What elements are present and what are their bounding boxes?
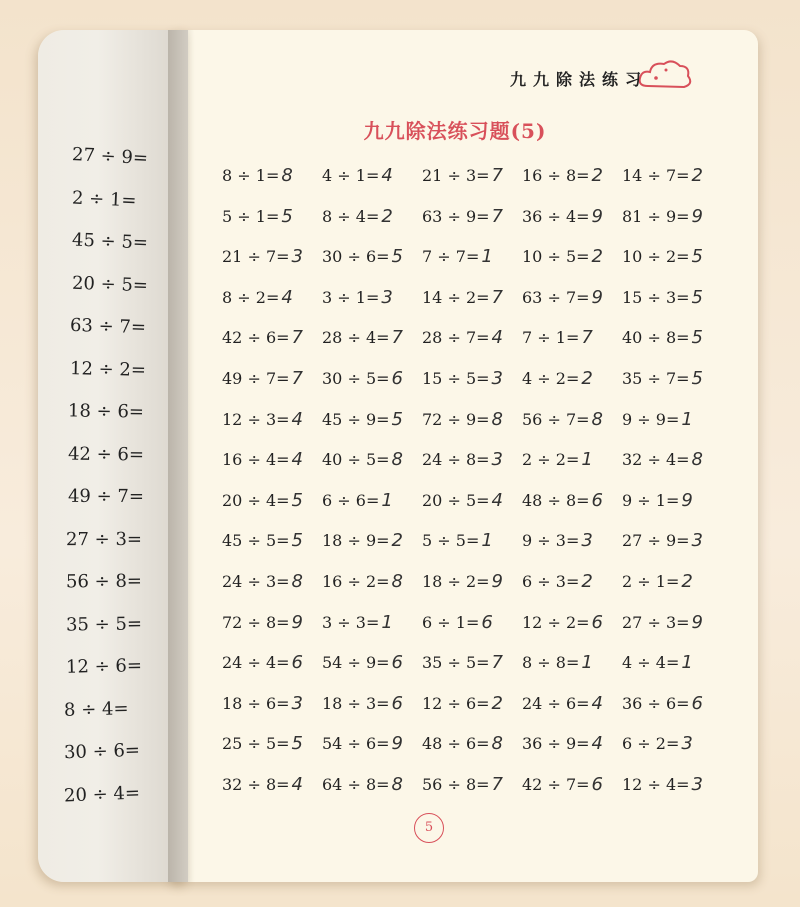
problem-item bbox=[622, 327, 703, 348]
problem-item bbox=[622, 165, 703, 186]
problem-item bbox=[322, 571, 403, 592]
problem-item bbox=[522, 571, 593, 592]
page-title: 九九除法练习题(5) bbox=[363, 119, 547, 143]
handwritten-answer: 2 bbox=[381, 205, 393, 227]
problem-question: 5 ÷ 5= bbox=[422, 531, 480, 551]
problem-item bbox=[222, 327, 303, 348]
problem-item bbox=[422, 327, 503, 348]
problem-item bbox=[522, 652, 593, 673]
problem-question: 36 ÷ 4= bbox=[522, 206, 590, 226]
handwritten-answer: 5 bbox=[291, 733, 303, 755]
problem-question: 4 ÷ 1= bbox=[322, 166, 380, 185]
handwritten-answer: 9 bbox=[291, 611, 303, 633]
problem-question: 8 ÷ 4= bbox=[322, 206, 380, 226]
problem-question: 49 ÷ 7= bbox=[222, 369, 290, 388]
problem-question: 10 ÷ 2= bbox=[622, 247, 690, 267]
problem-item bbox=[622, 652, 693, 673]
problem-question: 6 ÷ 2= bbox=[622, 734, 680, 754]
handwritten-answer: 9 bbox=[691, 205, 703, 227]
problem-item bbox=[322, 652, 403, 673]
problem-item bbox=[222, 409, 303, 430]
left-problem-item: 12 ÷ 2= bbox=[69, 357, 147, 381]
problem-question: 3 ÷ 3= bbox=[322, 612, 380, 632]
problem-item bbox=[222, 449, 303, 470]
handwritten-answer: 5 bbox=[391, 408, 403, 430]
problem-question: 20 ÷ 5= bbox=[422, 490, 490, 510]
problem-question: 24 ÷ 4= bbox=[222, 653, 290, 673]
handwritten-answer: 9 bbox=[491, 571, 503, 592]
handwritten-answer: 4 bbox=[591, 733, 603, 755]
handwritten-answer: 1 bbox=[581, 652, 593, 674]
problem-item bbox=[322, 287, 393, 308]
problem-item bbox=[222, 206, 293, 227]
problem-item bbox=[422, 612, 493, 633]
problem-item bbox=[522, 327, 593, 348]
handwritten-answer: 7 bbox=[491, 205, 503, 227]
problem-question: 14 ÷ 7= bbox=[622, 166, 690, 185]
problem-question: 2 ÷ 1= bbox=[622, 572, 680, 591]
left-problem-item: 63 ÷ 7= bbox=[69, 314, 147, 339]
problem-item bbox=[622, 693, 703, 714]
problem-item bbox=[322, 693, 403, 714]
handwritten-answer: 5 bbox=[691, 246, 703, 268]
problem-question: 32 ÷ 4= bbox=[622, 450, 690, 470]
problem-question: 24 ÷ 6= bbox=[522, 693, 590, 713]
handwritten-answer: 7 bbox=[491, 286, 503, 308]
left-problem-item: 20 ÷ 5= bbox=[71, 272, 149, 296]
problem-question: 36 ÷ 9= bbox=[522, 734, 590, 754]
problem-question: 6 ÷ 3= bbox=[522, 572, 580, 591]
handwritten-answer: 9 bbox=[681, 489, 693, 511]
problem-item bbox=[222, 246, 303, 267]
problem-item bbox=[322, 165, 393, 186]
left-problem-item: 27 ÷ 3= bbox=[65, 528, 142, 550]
handwritten-answer: 4 bbox=[281, 286, 293, 308]
handwritten-answer: 4 bbox=[291, 449, 303, 471]
handwritten-answer: 8 bbox=[291, 571, 303, 592]
problem-question: 72 ÷ 9= bbox=[422, 409, 490, 429]
problem-item bbox=[522, 490, 603, 511]
problem-question: 4 ÷ 4= bbox=[622, 653, 680, 673]
problem-item bbox=[422, 165, 503, 186]
problem-item bbox=[422, 287, 503, 308]
handwritten-answer: 2 bbox=[591, 165, 603, 186]
left-problem-item: 20 ÷ 4= bbox=[63, 782, 141, 806]
problem-question: 35 ÷ 7= bbox=[622, 369, 690, 388]
problem-item bbox=[322, 612, 393, 633]
handwritten-answer: 9 bbox=[591, 286, 603, 308]
handwritten-answer: 1 bbox=[581, 449, 593, 471]
problem-item bbox=[222, 693, 303, 714]
page-number: 5 bbox=[414, 813, 444, 843]
problem-question: 28 ÷ 4= bbox=[322, 328, 390, 348]
problem-question: 35 ÷ 5= bbox=[422, 653, 490, 673]
problem-question: 20 ÷ 4= bbox=[222, 490, 290, 510]
problem-question: 16 ÷ 8= bbox=[522, 166, 590, 185]
problem-item bbox=[522, 693, 603, 714]
problem-question: 24 ÷ 8= bbox=[422, 450, 490, 470]
problem-question: 36 ÷ 6= bbox=[622, 693, 690, 713]
problem-question: 56 ÷ 8= bbox=[422, 775, 490, 794]
handwritten-answer: 8 bbox=[391, 571, 403, 592]
problem-item bbox=[222, 774, 303, 795]
handwritten-answer: 3 bbox=[291, 246, 303, 268]
handwritten-answer: 7 bbox=[491, 774, 503, 795]
problem-item bbox=[622, 490, 693, 511]
problem-question: 40 ÷ 5= bbox=[322, 450, 390, 470]
problem-item bbox=[422, 449, 503, 470]
problem-question: 6 ÷ 1= bbox=[422, 612, 480, 632]
problem-question: 12 ÷ 6= bbox=[422, 693, 490, 713]
handwritten-answer: 3 bbox=[291, 692, 303, 714]
problem-question: 2 ÷ 2= bbox=[522, 450, 580, 470]
problem-question: 12 ÷ 4= bbox=[622, 775, 690, 794]
handwritten-answer: 6 bbox=[591, 489, 603, 511]
handwritten-answer: 5 bbox=[691, 327, 703, 349]
problem-question: 12 ÷ 2= bbox=[522, 612, 590, 632]
handwritten-answer: 6 bbox=[691, 692, 703, 714]
handwritten-answer: 5 bbox=[691, 368, 703, 389]
problem-question: 10 ÷ 5= bbox=[522, 247, 590, 267]
problem-question: 64 ÷ 8= bbox=[322, 775, 390, 794]
problem-item bbox=[522, 774, 603, 795]
handwritten-answer: 3 bbox=[381, 286, 393, 308]
problem-item bbox=[622, 368, 703, 389]
problem-item bbox=[622, 287, 703, 308]
handwritten-answer: 6 bbox=[291, 652, 303, 674]
problem-item bbox=[322, 490, 393, 511]
problem-item bbox=[222, 733, 303, 754]
handwritten-answer: 2 bbox=[491, 692, 503, 714]
handwritten-answer: 8 bbox=[691, 449, 703, 471]
problem-question: 16 ÷ 2= bbox=[322, 572, 390, 591]
problem-item bbox=[322, 246, 403, 267]
problem-item bbox=[422, 206, 503, 227]
handwritten-answer: 6 bbox=[391, 368, 403, 389]
problem-item bbox=[222, 490, 303, 511]
handwritten-answer: 1 bbox=[681, 652, 693, 674]
problem-item bbox=[422, 693, 503, 714]
problem-question: 30 ÷ 5= bbox=[322, 369, 390, 388]
problem-item bbox=[622, 612, 703, 633]
problem-item bbox=[622, 246, 703, 267]
handwritten-answer: 6 bbox=[391, 692, 403, 714]
problem-item bbox=[522, 287, 603, 308]
problem-item bbox=[322, 733, 403, 754]
problem-question: 18 ÷ 2= bbox=[422, 572, 490, 591]
handwritten-answer: 2 bbox=[681, 571, 693, 592]
problem-question: 54 ÷ 9= bbox=[322, 653, 390, 673]
problem-question: 42 ÷ 7= bbox=[522, 775, 590, 794]
handwritten-answer: 8 bbox=[391, 774, 403, 795]
problem-item bbox=[222, 287, 293, 308]
handwritten-answer: 2 bbox=[591, 246, 603, 268]
left-problem-item: 35 ÷ 5= bbox=[65, 612, 143, 636]
problem-item bbox=[422, 530, 493, 551]
problem-question: 32 ÷ 8= bbox=[222, 775, 290, 794]
handwritten-answer: 1 bbox=[381, 489, 393, 511]
handwritten-answer: 2 bbox=[691, 165, 703, 186]
problem-question: 9 ÷ 9= bbox=[622, 409, 680, 429]
left-problem-item: 45 ÷ 5= bbox=[71, 229, 149, 254]
handwritten-answer: 3 bbox=[681, 733, 693, 755]
problem-question: 24 ÷ 3= bbox=[222, 572, 290, 591]
left-problem-item: 42 ÷ 6= bbox=[67, 443, 145, 465]
handwritten-answer: 7 bbox=[291, 368, 303, 389]
problem-question: 27 ÷ 3= bbox=[622, 612, 690, 632]
left-problem-item: 8 ÷ 4= bbox=[63, 697, 129, 721]
handwritten-answer: 5 bbox=[391, 246, 403, 268]
problem-question: 15 ÷ 3= bbox=[622, 287, 690, 307]
handwritten-answer: 9 bbox=[691, 611, 703, 633]
left-problem-item: 27 ÷ 9= bbox=[71, 144, 149, 169]
handwritten-answer: 5 bbox=[291, 489, 303, 511]
problem-question: 54 ÷ 6= bbox=[322, 734, 390, 754]
handwritten-answer: 4 bbox=[291, 774, 303, 795]
handwritten-answer: 8 bbox=[491, 733, 503, 755]
handwritten-answer: 1 bbox=[681, 408, 693, 430]
left-problem-item: 2 ÷ 1= bbox=[71, 187, 137, 211]
problem-item bbox=[422, 774, 503, 795]
problem-question: 81 ÷ 9= bbox=[622, 206, 690, 226]
handwritten-answer: 3 bbox=[491, 449, 503, 471]
problem-question: 3 ÷ 1= bbox=[322, 287, 380, 307]
problem-item bbox=[622, 733, 693, 754]
problem-item bbox=[322, 368, 403, 389]
problem-question: 18 ÷ 9= bbox=[322, 531, 390, 551]
problem-question: 14 ÷ 2= bbox=[422, 287, 490, 307]
left-problem-item: 56 ÷ 8= bbox=[65, 570, 143, 593]
problem-item bbox=[222, 530, 303, 551]
problem-item bbox=[422, 368, 503, 389]
handwritten-answer: 8 bbox=[591, 408, 603, 430]
handwritten-answer: 2 bbox=[581, 571, 593, 592]
book-spine-shadow bbox=[168, 30, 194, 882]
handwritten-answer: 8 bbox=[281, 165, 293, 186]
problem-question: 56 ÷ 7= bbox=[522, 409, 590, 429]
problem-question: 8 ÷ 8= bbox=[522, 653, 580, 673]
problem-item bbox=[622, 449, 703, 470]
handwritten-answer: 7 bbox=[291, 327, 303, 349]
handwritten-answer: 3 bbox=[691, 530, 703, 552]
problem-question: 16 ÷ 4= bbox=[222, 450, 290, 470]
handwritten-answer: 4 bbox=[491, 327, 503, 349]
problem-question: 45 ÷ 5= bbox=[222, 531, 290, 551]
handwritten-answer: 1 bbox=[481, 530, 493, 552]
left-problem-item: 18 ÷ 6= bbox=[67, 400, 145, 423]
handwritten-answer: 6 bbox=[481, 611, 493, 633]
problem-question: 30 ÷ 6= bbox=[322, 247, 390, 267]
problem-question: 6 ÷ 6= bbox=[322, 490, 380, 510]
left-problem-item: 30 ÷ 6= bbox=[63, 739, 141, 764]
problem-question: 4 ÷ 2= bbox=[522, 369, 580, 388]
problem-item bbox=[522, 409, 603, 430]
handwritten-answer: 7 bbox=[491, 652, 503, 674]
problem-question: 45 ÷ 9= bbox=[322, 409, 390, 429]
handwritten-answer: 3 bbox=[581, 530, 593, 552]
problem-item bbox=[322, 774, 403, 795]
problem-question: 9 ÷ 3= bbox=[522, 531, 580, 551]
problem-question: 25 ÷ 5= bbox=[222, 734, 290, 754]
handwritten-answer: 4 bbox=[381, 165, 393, 186]
handwritten-answer: 2 bbox=[391, 530, 403, 552]
problem-item bbox=[322, 206, 393, 227]
problem-item bbox=[322, 530, 403, 551]
problem-question: 8 ÷ 2= bbox=[222, 287, 280, 307]
handwritten-answer: 5 bbox=[691, 286, 703, 308]
problem-question: 48 ÷ 6= bbox=[422, 734, 490, 754]
handwritten-answer: 6 bbox=[391, 652, 403, 674]
handwritten-answer: 4 bbox=[491, 489, 503, 511]
handwritten-answer: 4 bbox=[291, 408, 303, 430]
problem-item bbox=[422, 652, 503, 673]
handwritten-answer: 3 bbox=[491, 368, 503, 389]
problem-question: 7 ÷ 7= bbox=[422, 247, 480, 267]
handwritten-answer: 7 bbox=[391, 327, 403, 349]
problem-question: 42 ÷ 6= bbox=[222, 328, 290, 348]
handwritten-answer: 5 bbox=[281, 205, 293, 227]
problem-item bbox=[422, 733, 503, 754]
problem-item bbox=[622, 409, 693, 430]
problem-question: 72 ÷ 8= bbox=[222, 612, 290, 632]
handwritten-answer: 4 bbox=[591, 692, 603, 714]
problem-item bbox=[622, 774, 703, 795]
problem-item bbox=[622, 530, 703, 551]
problem-item bbox=[222, 571, 303, 592]
problem-item bbox=[222, 368, 303, 389]
handwritten-answer: 2 bbox=[581, 368, 593, 389]
handwritten-answer: 1 bbox=[481, 246, 493, 268]
left-problem-item: 49 ÷ 7= bbox=[67, 485, 145, 508]
problem-item bbox=[622, 206, 703, 227]
problem-question: 9 ÷ 1= bbox=[622, 490, 680, 510]
problem-item bbox=[522, 733, 603, 754]
problem-item bbox=[522, 530, 593, 551]
handwritten-answer: 1 bbox=[381, 611, 393, 633]
problem-item bbox=[522, 612, 603, 633]
problem-question: 12 ÷ 3= bbox=[222, 409, 290, 429]
problem-item bbox=[422, 246, 493, 267]
problem-question: 7 ÷ 1= bbox=[522, 328, 580, 348]
handwritten-answer: 6 bbox=[591, 611, 603, 633]
problem-item bbox=[322, 449, 403, 470]
problem-item bbox=[322, 409, 403, 430]
problem-question: 27 ÷ 9= bbox=[622, 531, 690, 551]
problem-question: 5 ÷ 1= bbox=[222, 206, 280, 226]
problem-item bbox=[522, 246, 603, 267]
problem-question: 63 ÷ 9= bbox=[422, 206, 490, 226]
problem-question: 28 ÷ 7= bbox=[422, 328, 490, 348]
handwritten-answer: 5 bbox=[291, 530, 303, 552]
problem-question: 18 ÷ 3= bbox=[322, 693, 390, 713]
problem-question: 21 ÷ 3= bbox=[422, 166, 490, 185]
problem-item bbox=[522, 368, 593, 389]
problem-question: 8 ÷ 1= bbox=[222, 166, 280, 185]
handwritten-answer: 3 bbox=[691, 774, 703, 795]
problem-question: 40 ÷ 8= bbox=[622, 328, 690, 348]
handwritten-answer: 7 bbox=[491, 165, 503, 186]
problem-item bbox=[322, 327, 403, 348]
problem-item bbox=[522, 206, 603, 227]
handwritten-answer: 8 bbox=[491, 408, 503, 430]
handwritten-answer: 9 bbox=[591, 205, 603, 227]
problem-item bbox=[522, 449, 593, 470]
problem-item bbox=[222, 612, 303, 633]
problem-question: 21 ÷ 7= bbox=[222, 247, 290, 267]
handwritten-answer: 8 bbox=[391, 449, 403, 471]
problem-question: 18 ÷ 6= bbox=[222, 693, 290, 713]
problem-question: 15 ÷ 5= bbox=[422, 369, 490, 388]
problem-item bbox=[622, 571, 693, 592]
problem-item bbox=[422, 490, 503, 511]
problem-item bbox=[222, 652, 303, 673]
problem-question: 63 ÷ 7= bbox=[522, 287, 590, 307]
problem-item bbox=[222, 165, 293, 186]
header-title: 九九除法练习 bbox=[510, 70, 649, 89]
problem-item bbox=[422, 571, 503, 592]
handwritten-answer: 9 bbox=[391, 733, 403, 755]
handwritten-answer: 7 bbox=[581, 327, 593, 349]
problem-item bbox=[522, 165, 603, 186]
handwritten-answer: 6 bbox=[591, 774, 603, 795]
left-problem-item: 12 ÷ 6= bbox=[65, 655, 143, 678]
problem-item bbox=[422, 409, 503, 430]
problem-question: 48 ÷ 8= bbox=[522, 490, 590, 510]
